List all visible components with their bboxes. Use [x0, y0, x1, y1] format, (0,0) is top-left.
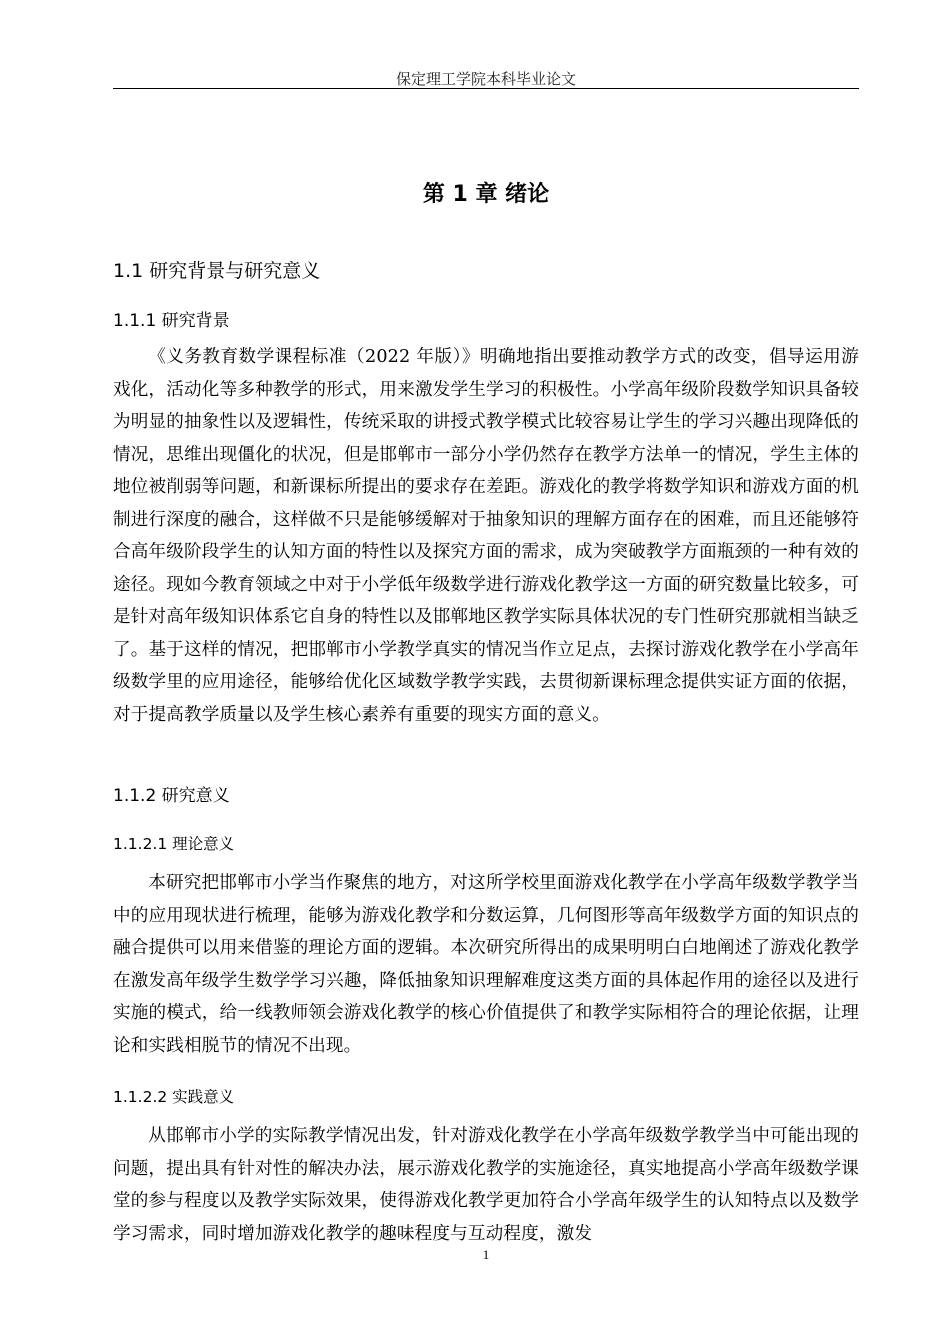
paragraph-theoretical-significance: 本研究把邯郸市小学当作聚焦的地方，对这所学校里面游戏化教学在小学高年级数学教学当中的应用现状进行梳理，能够为游戏化教学和分数运算，几何图形等高年级数学方面的知识点的融合提供可以用来借鉴的理论方面的逻辑。本次研究所得出的成果明明白白地阐述了游戏化教学在激发高年级学生数学学习兴趣，降低抽象知识理解难度这类方面的具体起作用的途径以及进行实施的模式，给一线教师领会游戏化教学的核心价值提供了和教学实际相符合的理论依据，让理论和实践相脱节的情况不出现。 — [113, 873, 859, 1056]
section-heading-1-1: 1.1 研究背景与研究意义 — [113, 260, 321, 282]
paragraph-practical-significance: 从邯郸市小学的实际教学情况出发，针对游戏化教学在小学高年级数学教学当中可能出现的问题，提出具有针对性的解决办法，展示游戏化教学的实施途径，真实地提高小学高年级数学课堂的参与程度以及教学实际效果，使得游戏化教学更加符合小学高年级学生的认知特点以及数学学习需求，同时增加游戏化教学的趣味程度与互动程度，激发 — [113, 1126, 859, 1244]
section-heading-1-1-2: 1.1.2 研究意义 — [113, 786, 230, 806]
page-number: 1 — [482, 1247, 490, 1262]
header-rule — [113, 88, 859, 89]
chapter-title: 第 1 章 绪论 — [422, 182, 550, 207]
section-heading-1-1-2-1: 1.1.2.1 理论意义 — [113, 835, 235, 853]
running-header: 保定理工学院本科毕业论文 — [395, 70, 576, 88]
section-heading-1-1-1: 1.1.1 研究背景 — [113, 311, 230, 331]
paragraph-research-background: 《义务教育数学课程标准（2022 年版）》明确地指出要推动教学方式的改变，倡导运用游戏化，活动化等多种教学的形式，用来激发学生学习的积极性。小学高年级阶段数学知识具备较为明显的抽象性以及逻辑性，传统采取的讲授式教学模式比较容易让学生的学习兴趣出现降低的情况，思维出现僵化的状况，但是邯郸市一部分小学仍然存在教学方法单一的情况，学生主体的地位被削弱等问题，和新课标所提出的要求存在差距。游戏化的教学将数学知识和游戏方面的机制进行深度的融合，这样做不只是能够缓解对于抽象知识的理解方面存在的困难，而且还能够符合高年级阶段学生的认知方面的特性以及探究方面的需求，成为突破教学方面瓶颈的一种有效的途径。现如今教育领域之中对于小学低年级数学进行游戏化教学这一方面的研究数量比较多，可是针对高年级知识体系它自身的特性以及邯郸地区教学实际具体状况的专门性研究那就相当缺乏了。基于这样的情况，把邯郸市小学教学真实的情况当作立足点，去探讨游戏化教学在小学高年级数学里的应用途径，能够给优化区域数学教学实践，去贯彻新课标理念提供实证方面的依据，对于提高教学质量以及学生核心素养有重要的现实方面的意义。 — [113, 347, 859, 725]
section-heading-1-1-2-2: 1.1.2.2 实践意义 — [113, 1088, 235, 1106]
